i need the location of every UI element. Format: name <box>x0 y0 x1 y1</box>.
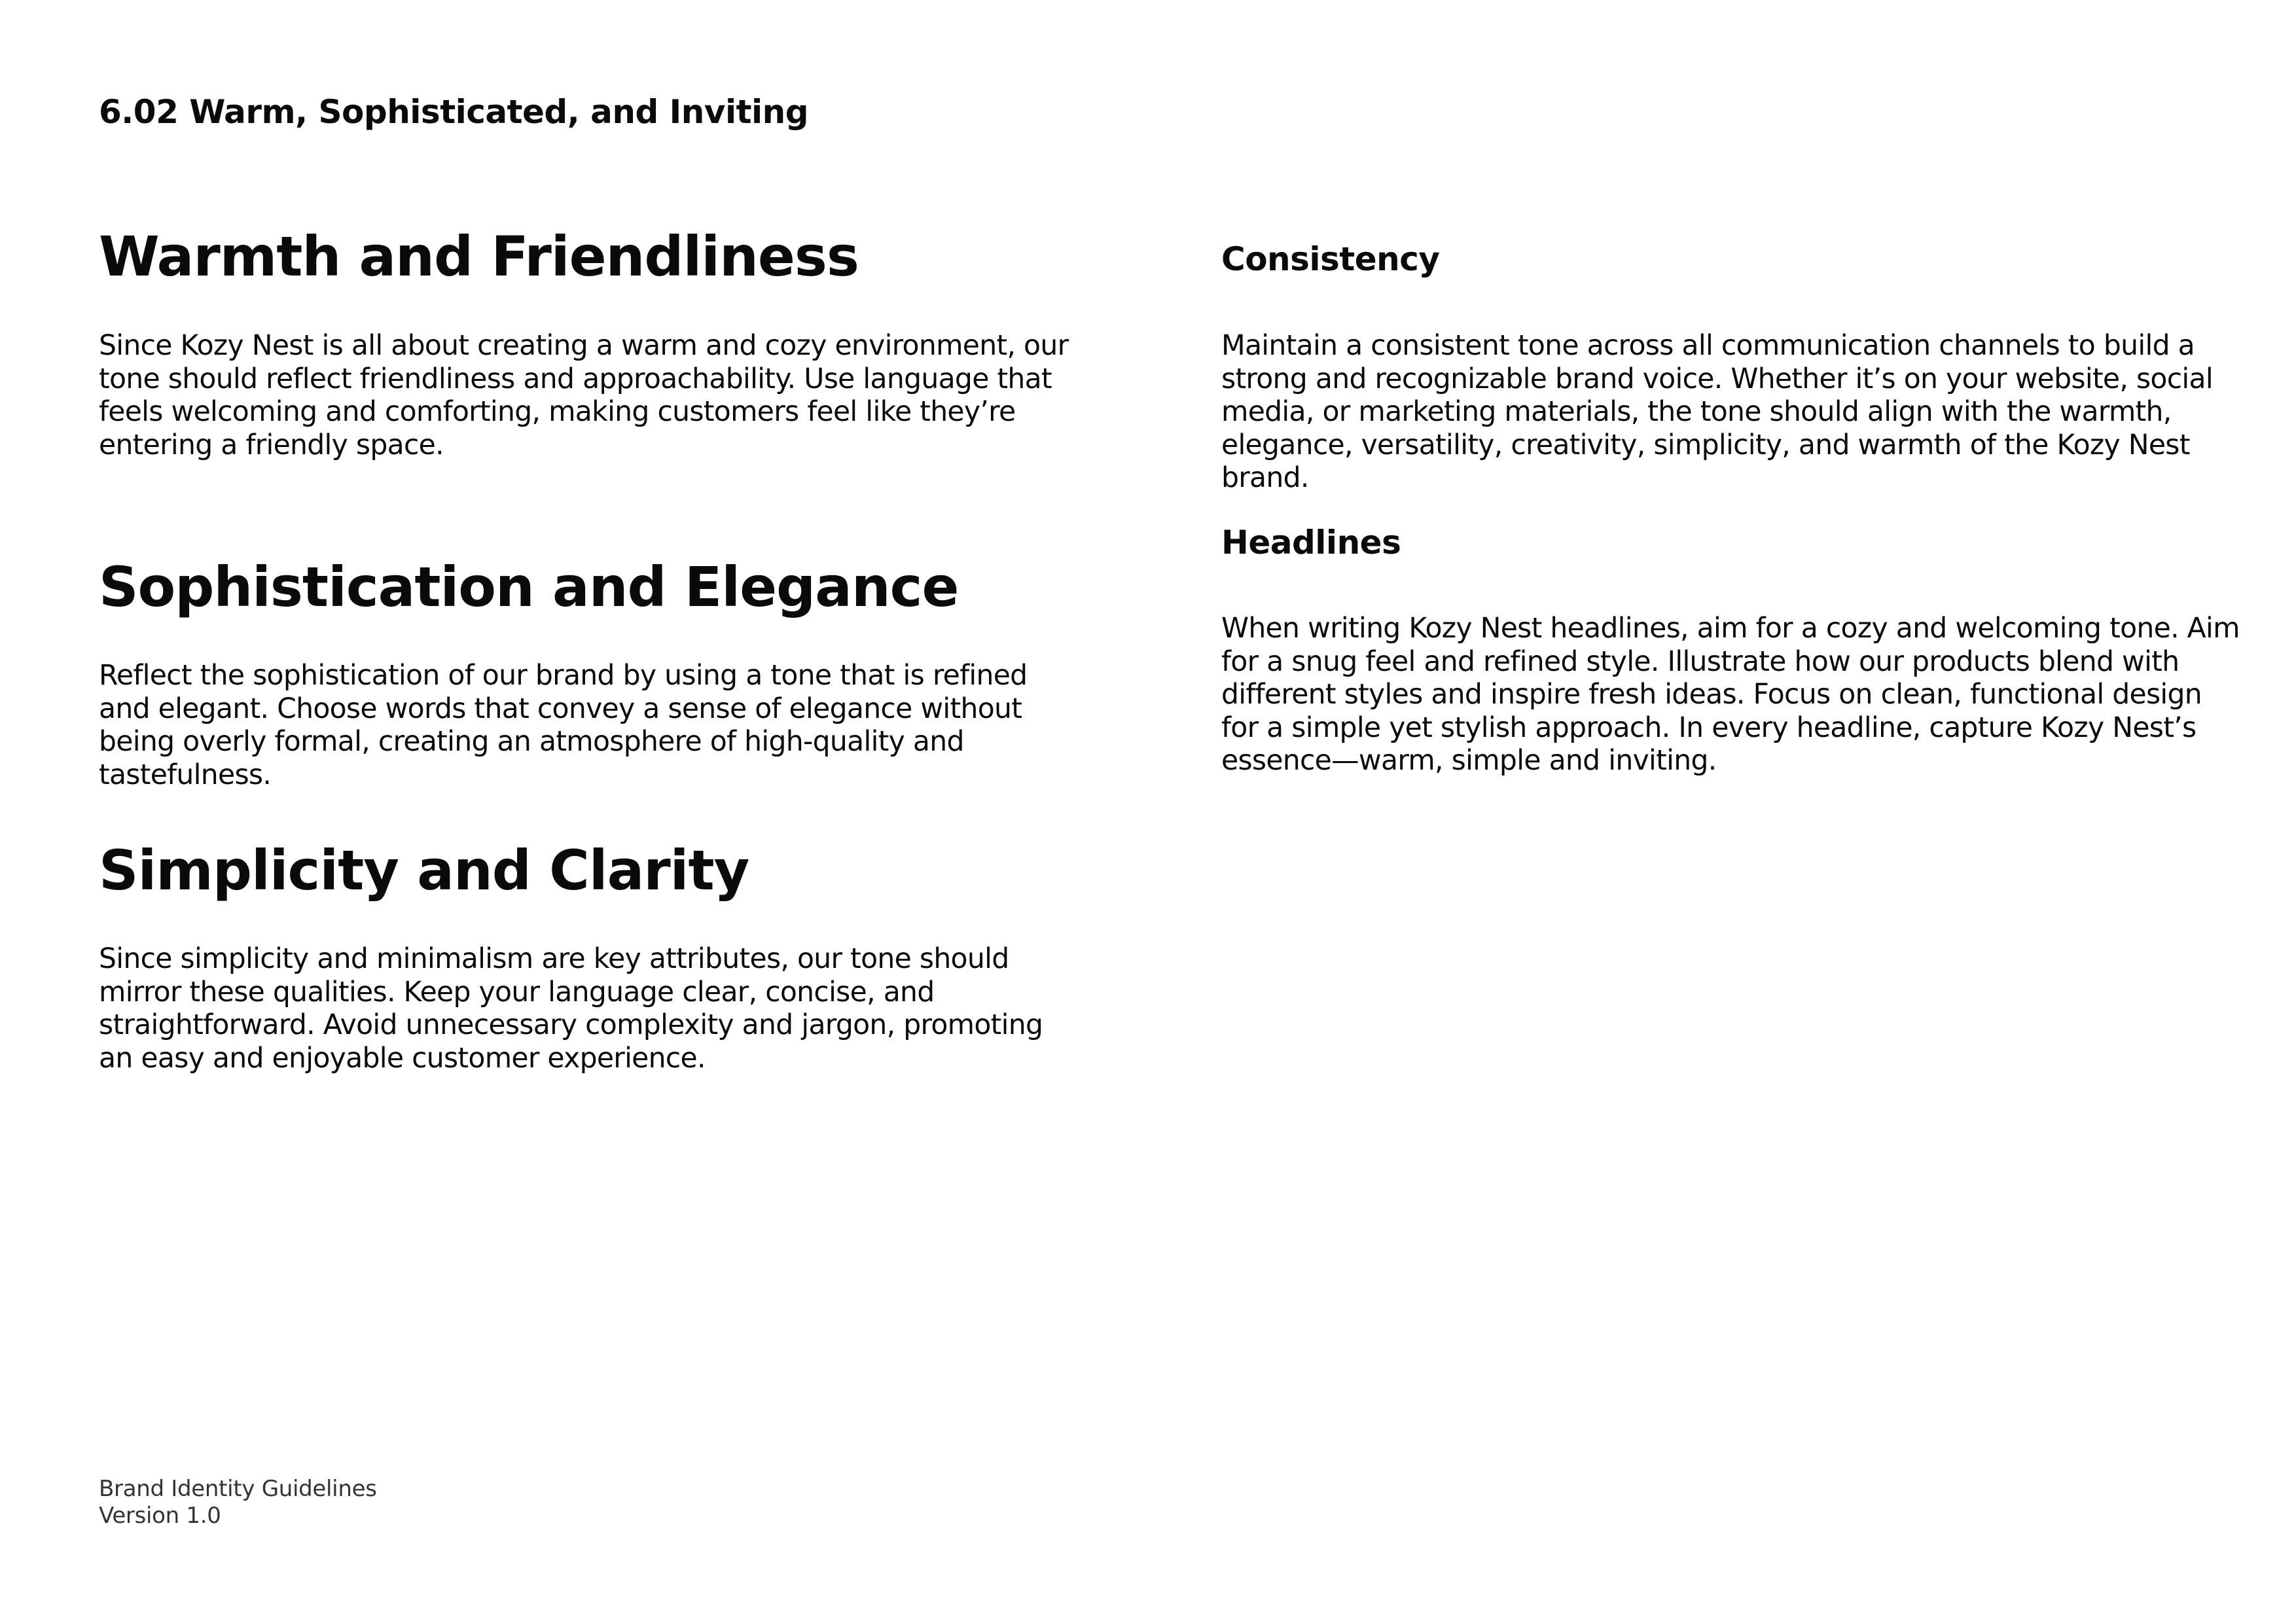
section-body-consistency: Maintain a consistent tone across all communication channels to build a strong and recognizable brand voice. Whether it’s on your website, social media, or marketing materials, the tone should align with the warmth, elegance, versatility, creativity, simplicity, and warmth of the Kozy Nest brand. <box>1221 330 2213 494</box>
section-body-sophistication: Reflect the sophistication of our brand by using a tone that is refined and elegant. Choose words that convey a sense of elegance without being overly formal, creating an atmosphere of high-quality and tastefulness. <box>99 660 1028 791</box>
footer <box>99 1476 377 1529</box>
section-heading-consistency: Consistency <box>1221 240 1440 278</box>
section-body-warmth: Since Kozy Nest is all about creating a warm and cozy environment, our tone should reflect friendliness and approachability. Use language that feels welcoming and comforting, making customers feel like they’re entering a friendly space. <box>99 330 1069 461</box>
footer-document-title: Brand Identity Guidelines <box>99 1476 377 1502</box>
page-title: 6.02 Warm, Sophisticated, and Inviting <box>99 93 809 131</box>
section-body-simplicity: Since simplicity and minimalism are key attributes, our tone should mirror these qualities. Keep your language clear, concise, and straightforward. Avoid unnecessary complexity and jargon, promoting an easy and enjoyable customer experience. <box>99 943 1043 1075</box>
section-body-headlines: When writing Kozy Nest headlines, aim for a cozy and welcoming tone. Aim for a snug feel and refined style. Illustrate how our products blend with different styles and inspire fresh ideas. Focus on clean, functional design for a simple yet stylish approach. In every headline, capture Kozy Nest’s essence—warm, simple and inviting. <box>1221 613 2240 777</box>
section-heading-sophistication: Sophistication and Elegance <box>99 555 959 619</box>
section-heading-headlines: Headlines <box>1221 524 1401 562</box>
section-heading-simplicity: Simplicity and Clarity <box>99 838 749 902</box>
footer-version: Version 1.0 <box>99 1503 221 1529</box>
section-heading-warmth: Warmth and Friendliness <box>99 224 859 289</box>
